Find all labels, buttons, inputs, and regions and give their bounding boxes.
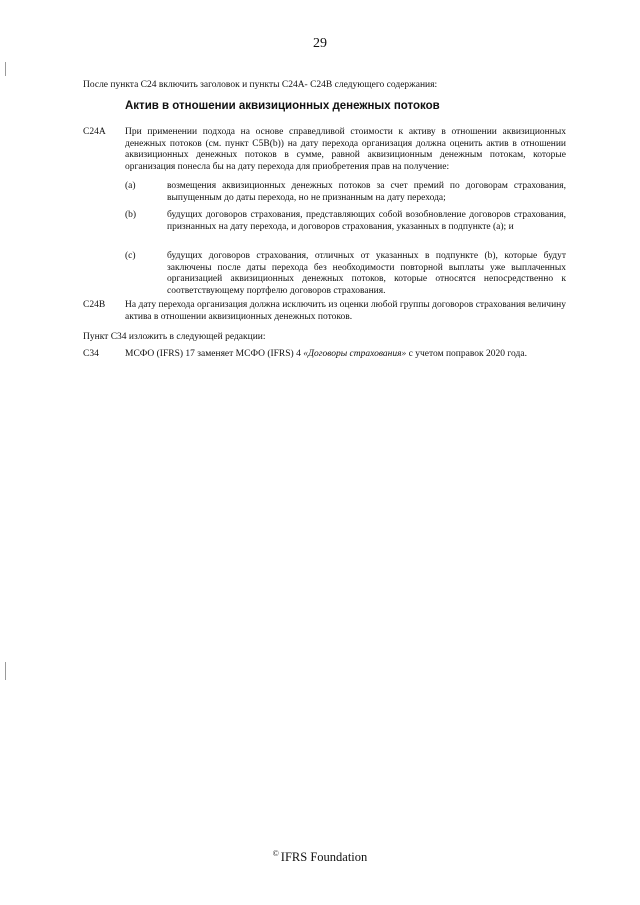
copyright-symbol: ©: [272, 849, 279, 858]
paragraph-code: С34: [83, 349, 99, 359]
sub-item-marker: (с): [125, 251, 136, 261]
paragraph-text: На дату перехода организация должна исключить из оценки любой группы договоров страхования величину актива в отношении аквизиционных денежных потоков.: [125, 300, 566, 322]
sub-item-c: [125, 251, 566, 297]
paragraph-text: [125, 349, 566, 361]
sub-item-marker: (а): [125, 181, 136, 191]
paragraph-code: С24В: [83, 300, 106, 310]
intro-text: После пункта С24 включить заголовок и пункты С24А- С24В следующего содержания:: [83, 80, 438, 90]
footer: [0, 849, 640, 865]
paragraph-c24b: [83, 300, 566, 323]
c34-intro-text: Пункт С34 изложить в следующей редакции:: [83, 332, 266, 342]
c34-text-before: МСФО (IFRS) 17 заменяет МСФО (IFRS) 4: [125, 349, 304, 359]
c34-text-after: с учетом поправок 2020 года.: [406, 349, 527, 359]
footer-text: IFRS Foundation: [280, 850, 368, 865]
paragraph-c34: [83, 349, 566, 361]
paragraph-code: С24А: [83, 127, 106, 137]
sub-item-text: будущих договоров страхования, отличных от указанных в подпункте (b), которые будут заключены после даты перехода без необходимости повторной выплаты уже выплаченных организацией аквизиционных денежных потоков, которые относятся непосредственно к соответствующему портфелю договоров страхования.: [167, 251, 566, 296]
scan-mark-bottom: [5, 662, 6, 680]
section-heading: Актив в отношении аквизиционных денежных потоков: [125, 100, 440, 112]
page-number: 29: [313, 36, 327, 51]
sub-item-marker: (b): [125, 210, 137, 220]
c34-standard-title: «Договоры страхования»: [303, 349, 407, 359]
sub-item-text: возмещения аквизиционных денежных потоков за счет премий по договорам страхования, выпущенным до даты перехода, но не признанным на дату перехода;: [167, 181, 566, 203]
sub-item-b: [125, 210, 566, 233]
paragraph-text: При применении подхода на основе справедливой стоимости к активу в отношении аквизиционных денежных потоков (см. пункт С5В(b)) на дату перехода организация должна оценить актив в отношении аквизиционных денежных потоков в сумме, равной аквизиционным денежным потокам, которые организация понесла бы на дату перехода для приобретения прав на получение:: [125, 127, 566, 172]
sub-item-text: будущих договоров страхования, представляющих собой возобновление договоров страхования, признанных на дату перехода, и договоров страхования, указанных в подпункте (а); и: [167, 210, 566, 232]
paragraph-c24a: [83, 127, 566, 173]
sub-item-a: [125, 181, 566, 204]
scan-mark-top: [5, 62, 6, 76]
